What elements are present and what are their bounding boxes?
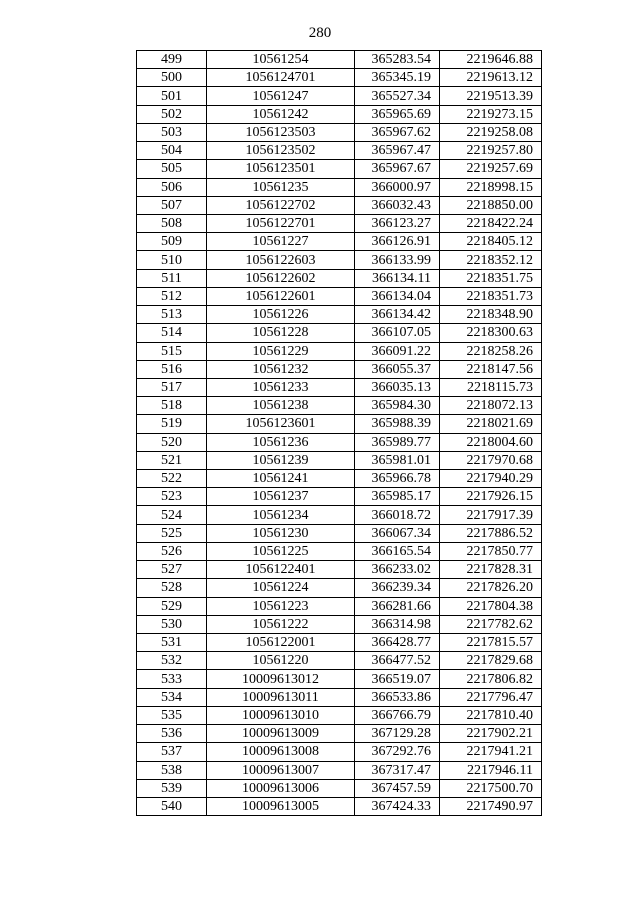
cell-y: 2217815.57 [440, 634, 542, 652]
cell-code: 10561242 [207, 105, 355, 123]
cell-y: 2218021.69 [440, 415, 542, 433]
cell-x: 366067.34 [355, 524, 440, 542]
table-row [137, 87, 542, 105]
cell-x: 365283.54 [355, 51, 440, 69]
cell-index: 528 [137, 579, 207, 597]
cell-y: 2217829.68 [440, 652, 542, 670]
cell-y: 2219257.80 [440, 142, 542, 160]
table-row [137, 725, 542, 743]
cell-index: 527 [137, 561, 207, 579]
cell-x: 366055.37 [355, 360, 440, 378]
cell-index: 511 [137, 269, 207, 287]
table-row [137, 196, 542, 214]
cell-index: 533 [137, 670, 207, 688]
cell-y: 2218072.13 [440, 397, 542, 415]
table-row [137, 433, 542, 451]
table-row [137, 324, 542, 342]
cell-index: 534 [137, 688, 207, 706]
cell-y: 2217490.97 [440, 797, 542, 815]
cell-y: 2219257.69 [440, 160, 542, 178]
cell-code: 1056122601 [207, 287, 355, 305]
cell-index: 520 [137, 433, 207, 451]
cell-code: 10561238 [207, 397, 355, 415]
table-row [137, 360, 542, 378]
cell-code: 1056123601 [207, 415, 355, 433]
cell-x: 366035.13 [355, 378, 440, 396]
table-row [137, 524, 542, 542]
cell-code: 1056122702 [207, 196, 355, 214]
table-row [137, 306, 542, 324]
cell-code: 10009613010 [207, 706, 355, 724]
table-row [137, 233, 542, 251]
cell-x: 365981.01 [355, 451, 440, 469]
cell-y: 2218998.15 [440, 178, 542, 196]
cell-code: 10561236 [207, 433, 355, 451]
cell-y: 2217828.31 [440, 561, 542, 579]
cell-x: 365988.39 [355, 415, 440, 433]
cell-index: 531 [137, 634, 207, 652]
cell-x: 366107.05 [355, 324, 440, 342]
cell-y: 2217826.20 [440, 579, 542, 597]
cell-index: 499 [137, 51, 207, 69]
table-row [137, 251, 542, 269]
cell-y: 2217941.21 [440, 743, 542, 761]
cell-x: 366477.52 [355, 652, 440, 670]
cell-y: 2217946.11 [440, 761, 542, 779]
cell-index: 509 [137, 233, 207, 251]
cell-x: 366239.34 [355, 579, 440, 597]
table-row [137, 670, 542, 688]
cell-code: 10561228 [207, 324, 355, 342]
cell-x: 366233.02 [355, 561, 440, 579]
cell-code: 10561226 [207, 306, 355, 324]
cell-x: 366165.54 [355, 542, 440, 560]
cell-index: 506 [137, 178, 207, 196]
cell-index: 513 [137, 306, 207, 324]
cell-x: 366533.86 [355, 688, 440, 706]
cell-index: 539 [137, 779, 207, 797]
cell-x: 366133.99 [355, 251, 440, 269]
table-row [137, 579, 542, 597]
cell-index: 529 [137, 597, 207, 615]
cell-x: 365967.62 [355, 123, 440, 141]
cell-x: 366519.07 [355, 670, 440, 688]
cell-y: 2218147.56 [440, 360, 542, 378]
table-row [137, 69, 542, 87]
cell-y: 2218405.12 [440, 233, 542, 251]
table-row [137, 342, 542, 360]
table-row [137, 506, 542, 524]
table-row [137, 634, 542, 652]
cell-index: 501 [137, 87, 207, 105]
cell-x: 367292.76 [355, 743, 440, 761]
cell-code: 10561222 [207, 615, 355, 633]
table-row [137, 178, 542, 196]
cell-y: 2217917.39 [440, 506, 542, 524]
cell-code: 10561239 [207, 451, 355, 469]
table-row [137, 652, 542, 670]
cell-code: 10561223 [207, 597, 355, 615]
cell-code: 10561254 [207, 51, 355, 69]
table-row [137, 287, 542, 305]
cell-code: 1056123503 [207, 123, 355, 141]
cell-index: 510 [137, 251, 207, 269]
table-row [137, 397, 542, 415]
cell-y: 2218258.26 [440, 342, 542, 360]
cell-x: 365989.77 [355, 433, 440, 451]
cell-index: 537 [137, 743, 207, 761]
cell-x: 367129.28 [355, 725, 440, 743]
cell-x: 366123.27 [355, 214, 440, 232]
table-row [137, 488, 542, 506]
table-row [137, 269, 542, 287]
cell-index: 500 [137, 69, 207, 87]
cell-code: 1056122001 [207, 634, 355, 652]
cell-y: 2217782.62 [440, 615, 542, 633]
cell-code: 10561227 [207, 233, 355, 251]
table-row [137, 542, 542, 560]
cell-code: 10009613007 [207, 761, 355, 779]
cell-x: 365527.34 [355, 87, 440, 105]
cell-y: 2218352.12 [440, 251, 542, 269]
table-body [137, 51, 542, 816]
cell-y: 2218004.60 [440, 433, 542, 451]
cell-y: 2219646.88 [440, 51, 542, 69]
cell-code: 10561224 [207, 579, 355, 597]
table-row [137, 142, 542, 160]
cell-code: 10561237 [207, 488, 355, 506]
table-row [137, 688, 542, 706]
cell-x: 366314.98 [355, 615, 440, 633]
table-row [137, 470, 542, 488]
cell-code: 10009613005 [207, 797, 355, 815]
cell-index: 503 [137, 123, 207, 141]
cell-x: 366018.72 [355, 506, 440, 524]
cell-index: 508 [137, 214, 207, 232]
cell-y: 2218348.90 [440, 306, 542, 324]
cell-index: 507 [137, 196, 207, 214]
cell-y: 2217796.47 [440, 688, 542, 706]
cell-code: 10561225 [207, 542, 355, 560]
cell-index: 538 [137, 761, 207, 779]
table-row [137, 615, 542, 633]
cell-index: 502 [137, 105, 207, 123]
table-row [137, 415, 542, 433]
cell-x: 365984.30 [355, 397, 440, 415]
cell-index: 515 [137, 342, 207, 360]
table-row [137, 779, 542, 797]
cell-y: 2217886.52 [440, 524, 542, 542]
cell-index: 521 [137, 451, 207, 469]
cell-index: 522 [137, 470, 207, 488]
cell-y: 2217970.68 [440, 451, 542, 469]
cell-code: 1056122701 [207, 214, 355, 232]
table-row [137, 597, 542, 615]
table-row [137, 51, 542, 69]
cell-index: 504 [137, 142, 207, 160]
cell-index: 505 [137, 160, 207, 178]
cell-code: 1056122401 [207, 561, 355, 579]
table-row [137, 797, 542, 815]
cell-code: 10561229 [207, 342, 355, 360]
cell-y: 2217810.40 [440, 706, 542, 724]
cell-x: 366134.42 [355, 306, 440, 324]
cell-index: 536 [137, 725, 207, 743]
cell-code: 10561234 [207, 506, 355, 524]
cell-index: 526 [137, 542, 207, 560]
table-row [137, 561, 542, 579]
cell-x: 366134.04 [355, 287, 440, 305]
cell-y: 2218351.75 [440, 269, 542, 287]
cell-code: 10009613009 [207, 725, 355, 743]
cell-x: 366032.43 [355, 196, 440, 214]
cell-y: 2219258.08 [440, 123, 542, 141]
cell-x: 367317.47 [355, 761, 440, 779]
cell-x: 366281.66 [355, 597, 440, 615]
cell-y: 2218115.73 [440, 378, 542, 396]
cell-code: 10009613011 [207, 688, 355, 706]
cell-x: 367457.59 [355, 779, 440, 797]
cell-code: 10561232 [207, 360, 355, 378]
cell-y: 2217902.21 [440, 725, 542, 743]
table-row [137, 706, 542, 724]
coordinates-table [136, 50, 542, 816]
cell-index: 524 [137, 506, 207, 524]
cell-x: 365965.69 [355, 105, 440, 123]
cell-code: 10561235 [207, 178, 355, 196]
cell-y: 2217500.70 [440, 779, 542, 797]
cell-x: 365985.17 [355, 488, 440, 506]
table-row [137, 451, 542, 469]
cell-code: 10561247 [207, 87, 355, 105]
cell-index: 516 [137, 360, 207, 378]
cell-y: 2218850.00 [440, 196, 542, 214]
page-number: 280 [308, 25, 332, 41]
cell-y: 2218351.73 [440, 287, 542, 305]
cell-index: 519 [137, 415, 207, 433]
cell-code: 10561220 [207, 652, 355, 670]
cell-x: 366766.79 [355, 706, 440, 724]
cell-code: 1056123501 [207, 160, 355, 178]
cell-code: 10561233 [207, 378, 355, 396]
cell-index: 540 [137, 797, 207, 815]
cell-y: 2219613.12 [440, 69, 542, 87]
cell-code: 10561241 [207, 470, 355, 488]
table-row [137, 761, 542, 779]
cell-y: 2217804.38 [440, 597, 542, 615]
cell-x: 365966.78 [355, 470, 440, 488]
cell-x: 366000.97 [355, 178, 440, 196]
cell-code: 10009613006 [207, 779, 355, 797]
cell-index: 525 [137, 524, 207, 542]
cell-y: 2219513.39 [440, 87, 542, 105]
cell-x: 366126.91 [355, 233, 440, 251]
cell-x: 366428.77 [355, 634, 440, 652]
table-row [137, 743, 542, 761]
cell-x: 366091.22 [355, 342, 440, 360]
cell-index: 535 [137, 706, 207, 724]
cell-x: 365345.19 [355, 69, 440, 87]
cell-x: 365967.47 [355, 142, 440, 160]
table-row [137, 378, 542, 396]
table-row [137, 123, 542, 141]
cell-index: 523 [137, 488, 207, 506]
cell-code: 10009613008 [207, 743, 355, 761]
cell-index: 532 [137, 652, 207, 670]
cell-x: 367424.33 [355, 797, 440, 815]
cell-y: 2217806.82 [440, 670, 542, 688]
cell-code: 1056122602 [207, 269, 355, 287]
table-row [137, 214, 542, 232]
cell-y: 2218300.63 [440, 324, 542, 342]
table-row [137, 105, 542, 123]
cell-code: 10561230 [207, 524, 355, 542]
cell-y: 2219273.15 [440, 105, 542, 123]
cell-y: 2217926.15 [440, 488, 542, 506]
cell-code: 1056124701 [207, 69, 355, 87]
cell-x: 366134.11 [355, 269, 440, 287]
cell-index: 514 [137, 324, 207, 342]
cell-code: 1056123502 [207, 142, 355, 160]
cell-code: 10009613012 [207, 670, 355, 688]
cell-y: 2217850.77 [440, 542, 542, 560]
cell-y: 2218422.24 [440, 214, 542, 232]
cell-index: 517 [137, 378, 207, 396]
table-row [137, 160, 542, 178]
cell-index: 530 [137, 615, 207, 633]
cell-index: 518 [137, 397, 207, 415]
cell-code: 1056122603 [207, 251, 355, 269]
cell-y: 2217940.29 [440, 470, 542, 488]
cell-x: 365967.67 [355, 160, 440, 178]
cell-index: 512 [137, 287, 207, 305]
